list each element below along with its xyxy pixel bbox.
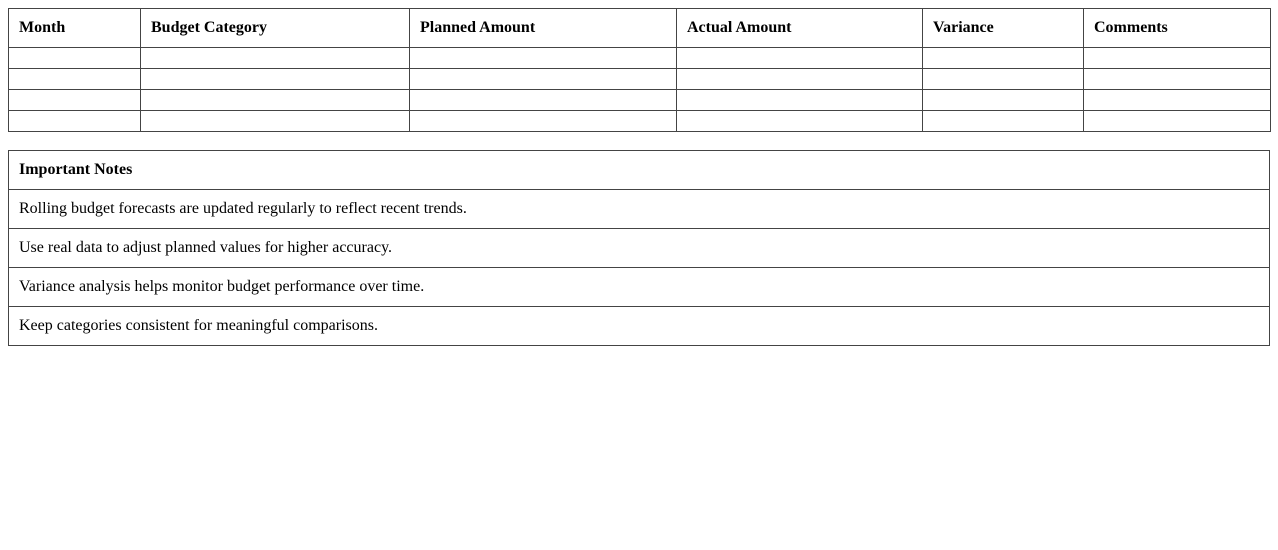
cell-budget-category <box>141 48 410 69</box>
cell-variance <box>923 90 1084 111</box>
note-item: Rolling budget forecasts are updated regularly to reflect recent trends. <box>9 190 1270 229</box>
header-actual-amount: Actual Amount <box>677 9 923 48</box>
cell-planned-amount <box>410 69 677 90</box>
cell-month <box>9 48 141 69</box>
note-row <box>9 268 1270 307</box>
table-row <box>9 111 1271 132</box>
table-row <box>9 69 1271 90</box>
cell-variance <box>923 111 1084 132</box>
note-row <box>9 190 1270 229</box>
cell-budget-category <box>141 69 410 90</box>
page-content <box>8 8 1270 346</box>
cell-actual-amount <box>677 90 923 111</box>
note-row <box>9 229 1270 268</box>
cell-planned-amount <box>410 90 677 111</box>
header-variance: Variance <box>923 9 1084 48</box>
note-row <box>9 307 1270 346</box>
notes-table <box>8 150 1270 346</box>
cell-comments <box>1084 69 1271 90</box>
notes-header-row <box>9 151 1270 190</box>
cell-variance <box>923 69 1084 90</box>
note-item: Keep categories consistent for meaningful comparisons. <box>9 307 1270 346</box>
cell-planned-amount <box>410 48 677 69</box>
cell-actual-amount <box>677 111 923 132</box>
table-row <box>9 48 1271 69</box>
budget-table <box>8 8 1271 132</box>
cell-budget-category <box>141 90 410 111</box>
cell-actual-amount <box>677 48 923 69</box>
cell-comments <box>1084 111 1271 132</box>
cell-comments <box>1084 48 1271 69</box>
cell-planned-amount <box>410 111 677 132</box>
header-planned-amount: Planned Amount <box>410 9 677 48</box>
note-item: Variance analysis helps monitor budget performance over time. <box>9 268 1270 307</box>
budget-table-header-row <box>9 9 1271 48</box>
notes-title: Important Notes <box>9 151 1270 190</box>
cell-variance <box>923 48 1084 69</box>
cell-month <box>9 90 141 111</box>
table-row <box>9 90 1271 111</box>
cell-month <box>9 111 141 132</box>
header-month: Month <box>9 9 141 48</box>
header-budget-category: Budget Category <box>141 9 410 48</box>
header-comments: Comments <box>1084 9 1271 48</box>
cell-comments <box>1084 90 1271 111</box>
cell-month <box>9 69 141 90</box>
cell-budget-category <box>141 111 410 132</box>
cell-actual-amount <box>677 69 923 90</box>
note-item: Use real data to adjust planned values for higher accuracy. <box>9 229 1270 268</box>
